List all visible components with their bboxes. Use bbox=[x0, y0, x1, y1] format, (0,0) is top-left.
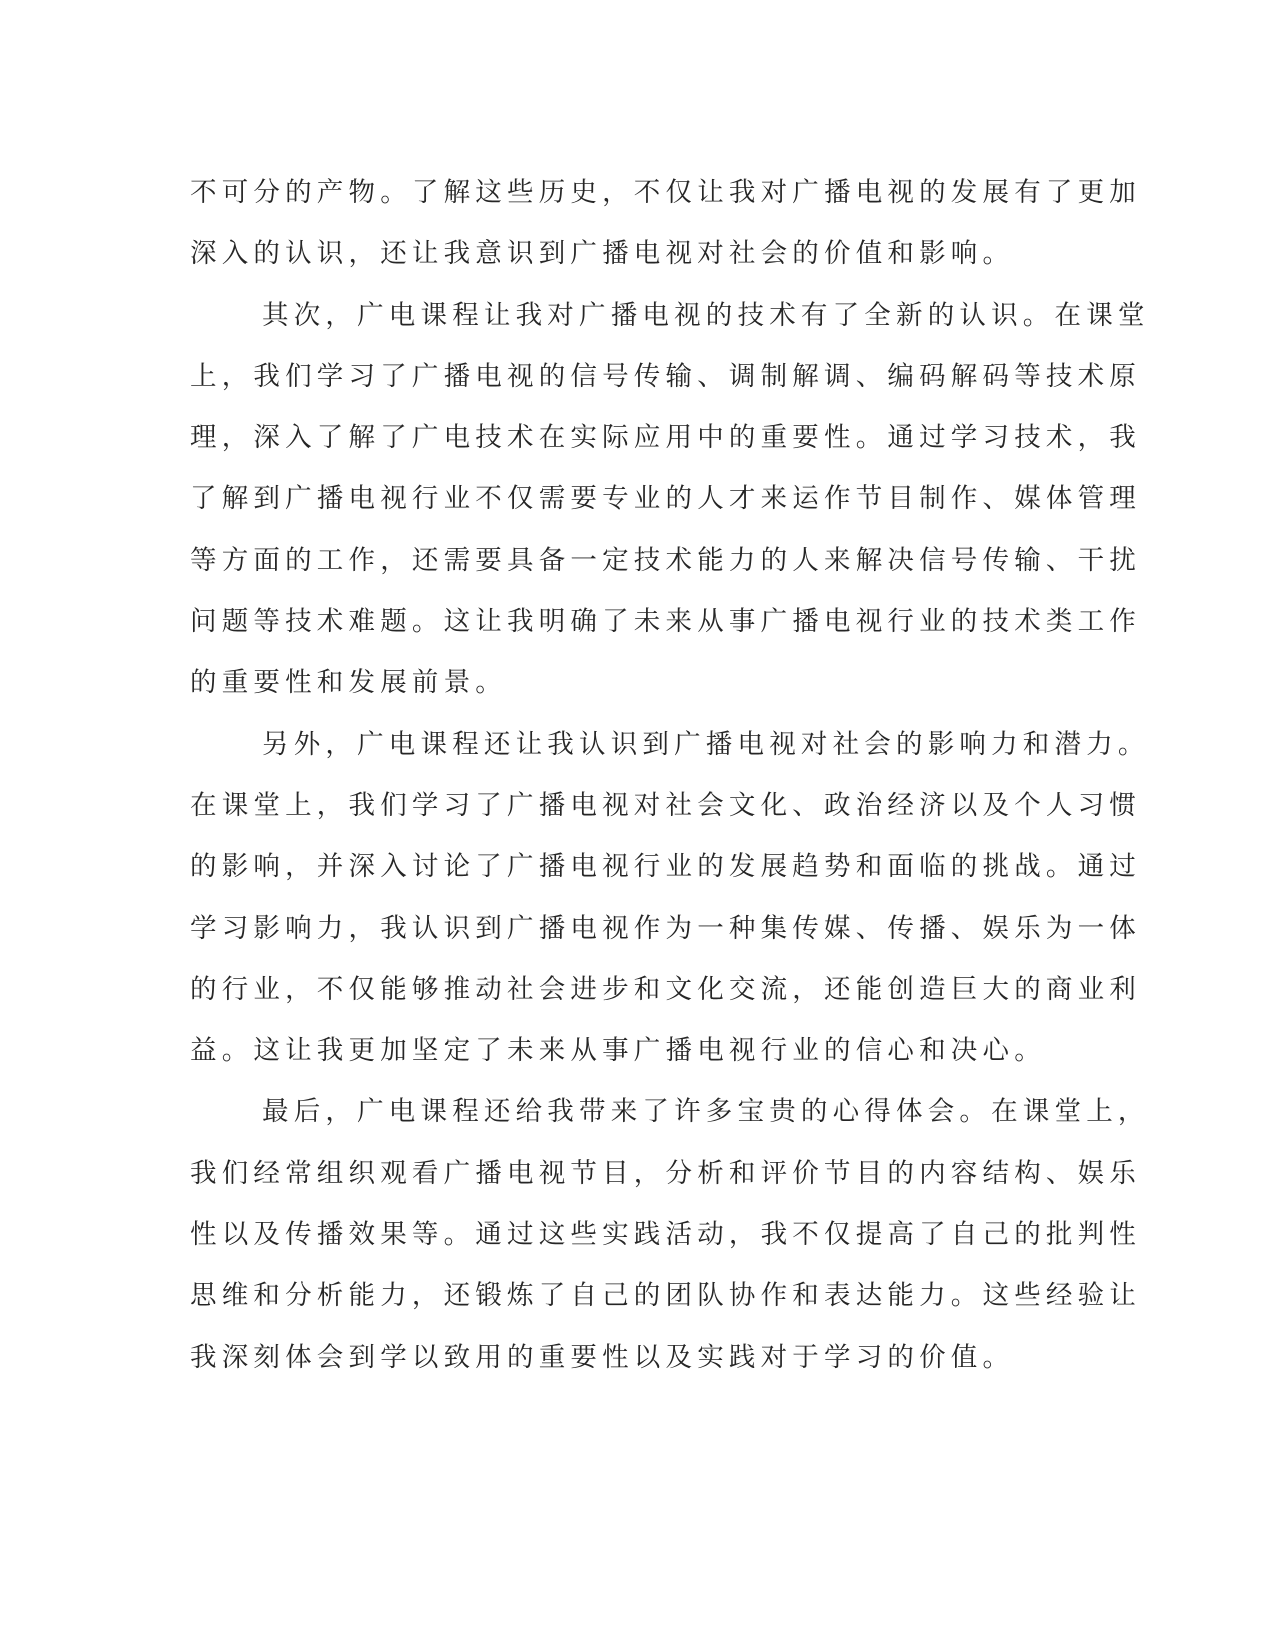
text-line: 另外，广电课程还让我认识到广播电视对社会的影响力和潜力。 bbox=[262, 728, 1150, 760]
text-line: 其次，广电课程让我对广播电视的技术有了全新的认识。在课堂 bbox=[262, 299, 1150, 331]
text-line: 理，深入了解了广电技术在实际应用中的重要性。通过学习技术，我 bbox=[190, 422, 1141, 454]
text-line: 学习影响力，我认识到广播电视作为一种集传媒、传播、娱乐为一体 bbox=[190, 912, 1141, 944]
document-body bbox=[190, 162, 1150, 1388]
text-line: 益。这让我更加坚定了未来从事广播电视行业的信心和决心。 bbox=[190, 1035, 1046, 1067]
text-line: 的影响，并深入讨论了广播电视行业的发展趋势和面临的挑战。通过 bbox=[190, 851, 1141, 883]
paragraph-technology bbox=[190, 285, 1150, 714]
text-line: 深入的认识，还让我意识到广播电视对社会的价值和影响。 bbox=[190, 238, 1015, 270]
paragraph-influence bbox=[190, 714, 1150, 1082]
text-line: 的重要性和发展前景。 bbox=[190, 667, 507, 699]
text-line: 了解到广播电视行业不仅需要专业的人才来运作节目制作、媒体管理 bbox=[190, 483, 1141, 515]
text-line: 问题等技术难题。这让我明确了未来从事广播电视行业的技术类工作 bbox=[190, 606, 1141, 638]
text-line: 思维和分析能力，还锻炼了自己的团队协作和表达能力。这些经验让 bbox=[190, 1280, 1141, 1312]
text-line: 等方面的工作，还需要具备一定技术能力的人来解决信号传输、干扰 bbox=[190, 544, 1141, 576]
text-line: 最后，广电课程还给我带来了许多宝贵的心得体会。在课堂上， bbox=[262, 1096, 1150, 1128]
paragraph-experience bbox=[190, 1081, 1150, 1387]
paragraph-continuation bbox=[190, 162, 1141, 285]
text-line: 不可分的产物。了解这些历史，不仅让我对广播电视的发展有了更加 bbox=[190, 177, 1141, 208]
text-line: 上，我们学习了广播电视的信号传输、调制解调、编码解码等技术原 bbox=[190, 360, 1141, 392]
text-line: 我深刻体会到学以致用的重要性以及实践对于学习的价值。 bbox=[190, 1341, 1015, 1373]
text-line: 我们经常组织观看广播电视节目，分析和评价节目的内容结构、娱乐 bbox=[190, 1157, 1141, 1189]
text-line: 的行业，不仅能够推动社会进步和文化交流，还能创造巨大的商业利 bbox=[190, 973, 1141, 1005]
text-line: 性以及传播效果等。通过这些实践活动，我不仅提高了自己的批判性 bbox=[190, 1219, 1141, 1251]
text-line: 在课堂上，我们学习了广播电视对社会文化、政治经济以及个人习惯 bbox=[190, 789, 1141, 821]
